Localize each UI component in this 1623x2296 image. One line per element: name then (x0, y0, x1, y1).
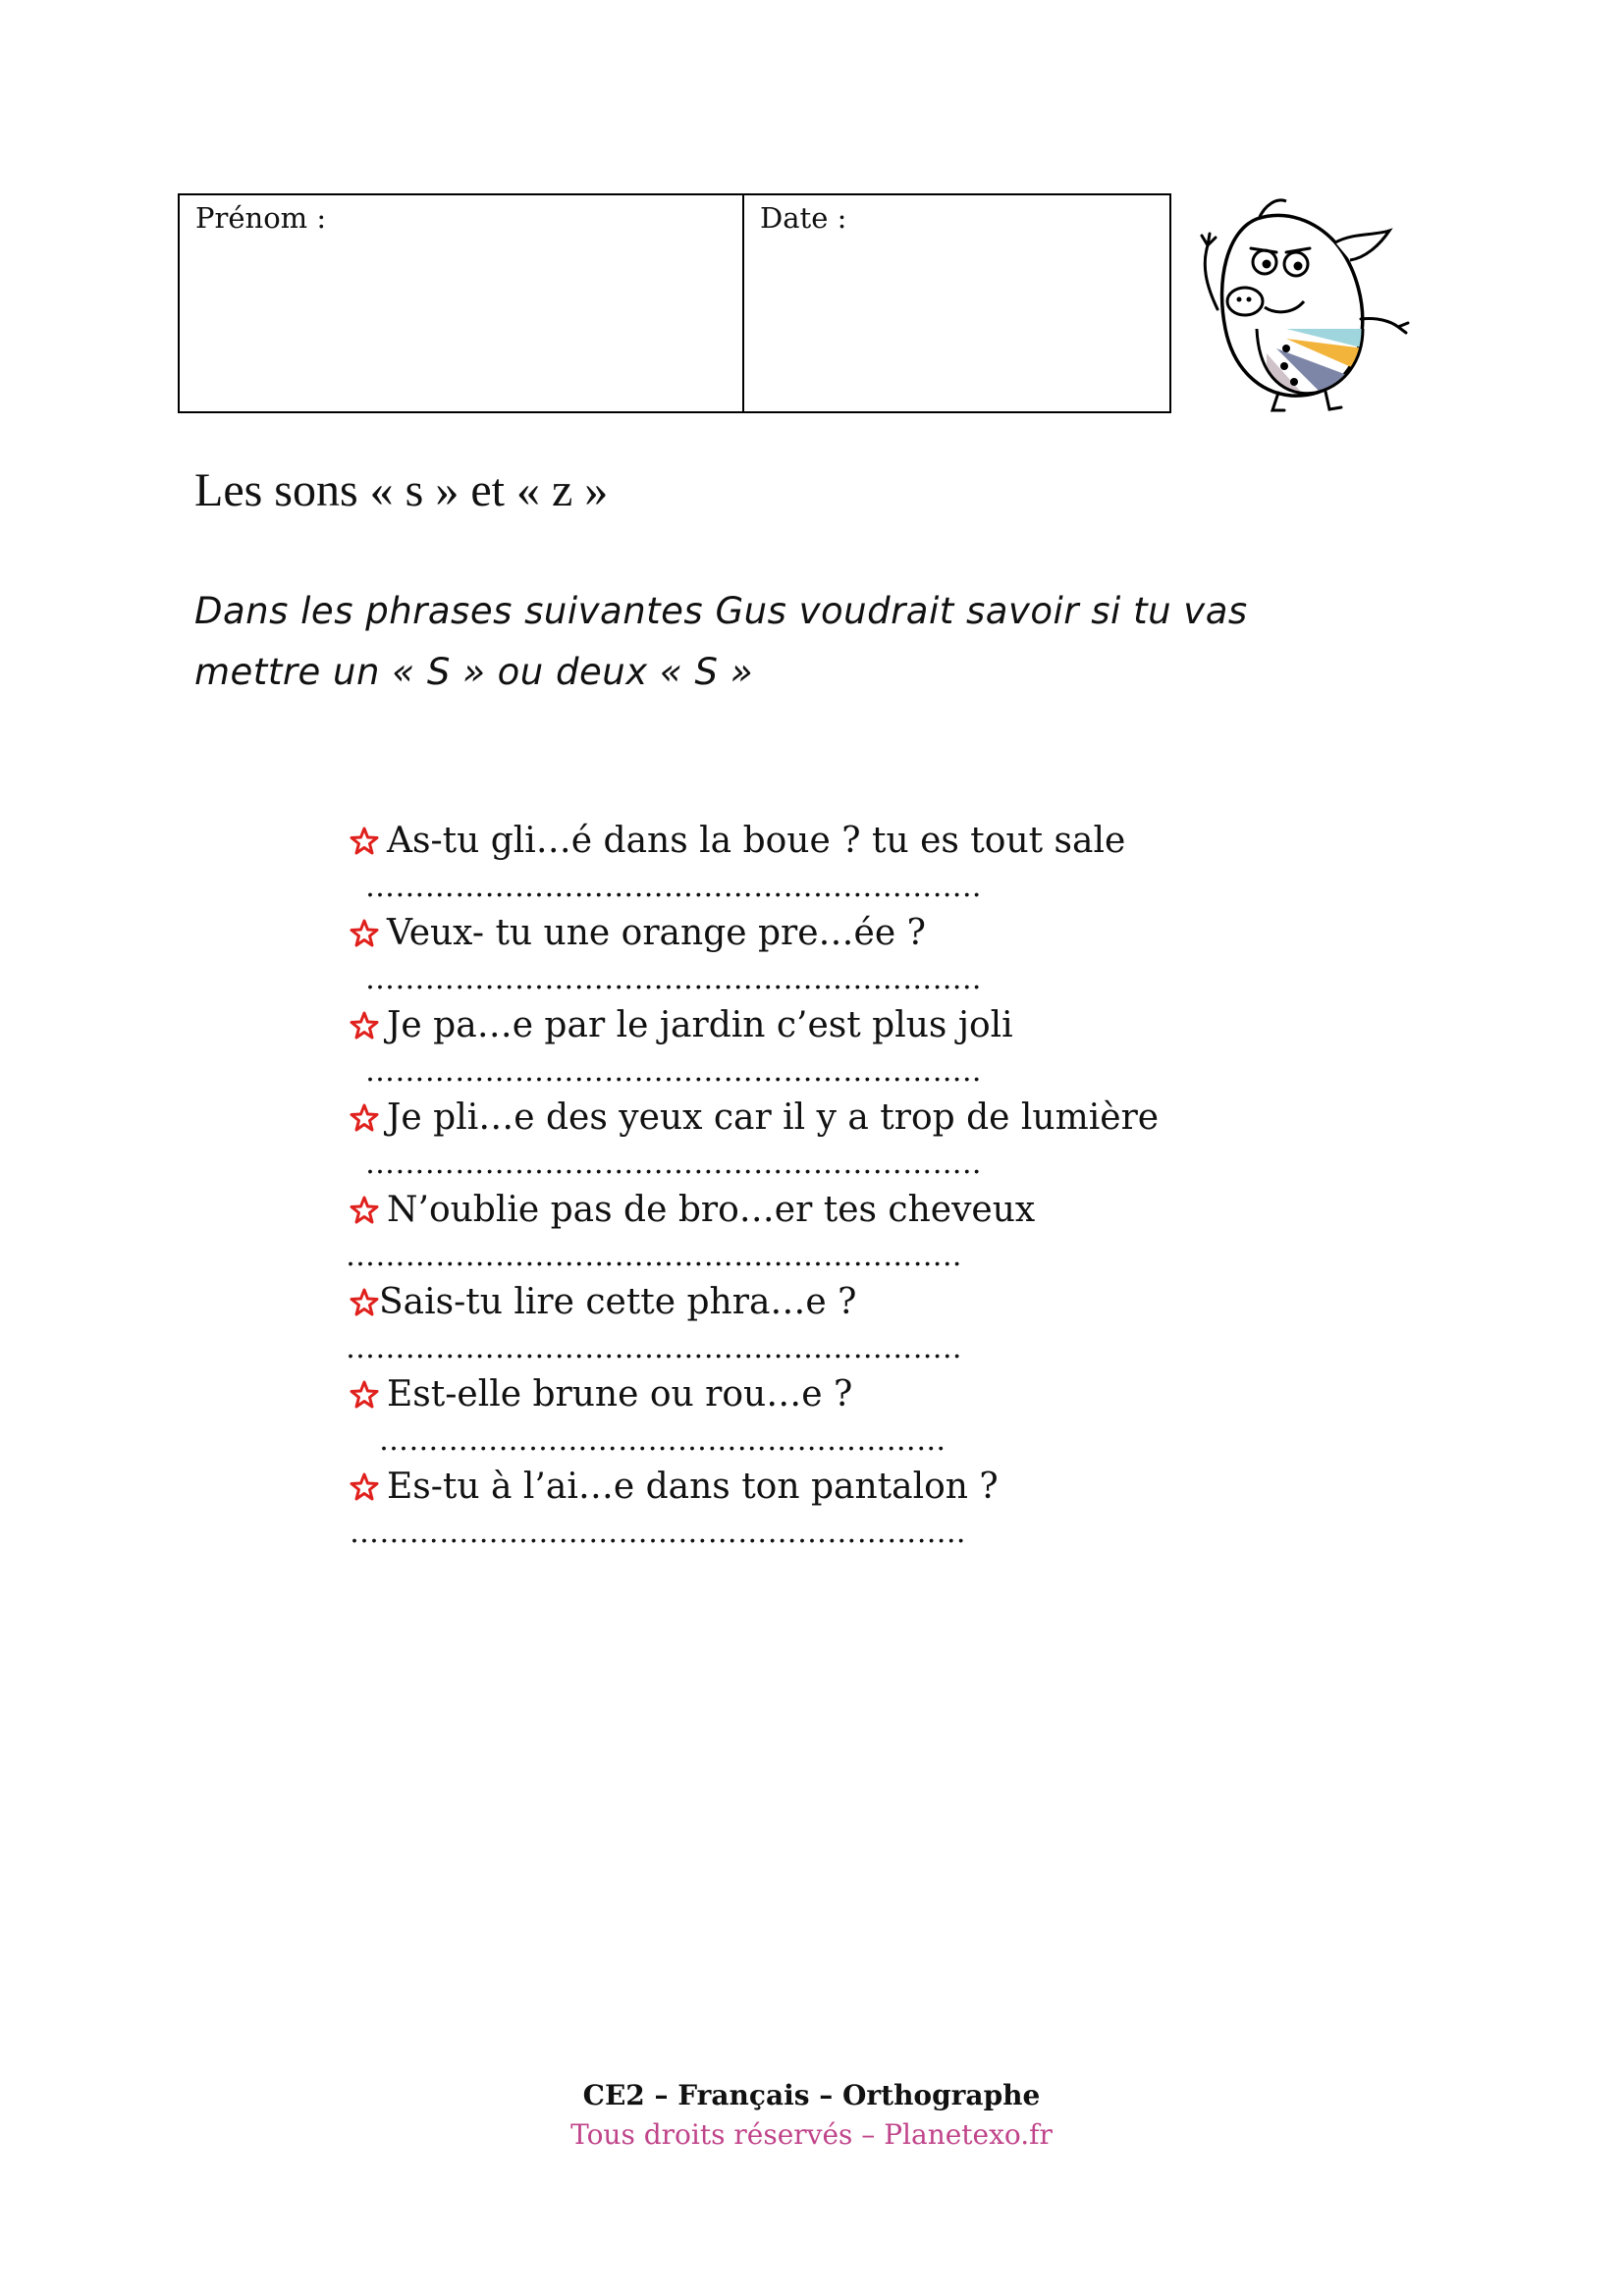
exercise-item (350, 1097, 1233, 1190)
star-icon (350, 1011, 379, 1041)
exercise-sentence: As-tu gli…é dans la boue ? tu es tout sale (387, 821, 1126, 861)
star-icon (350, 1380, 379, 1410)
star-icon (350, 1288, 379, 1317)
prenom-label: Prénom : (195, 201, 327, 235)
answer-line[interactable]: …………………………………………………….. (350, 1516, 966, 1550)
star-icon (350, 1472, 379, 1502)
answer-line[interactable]: …………………………………………………….. (365, 870, 982, 904)
answer-line[interactable]: …………………………………………………….. (346, 1331, 962, 1365)
exercise-item (350, 1005, 1233, 1097)
gus-mascot-illustration (1188, 191, 1424, 417)
answer-line[interactable]: …………………………………………………….. (365, 1147, 982, 1181)
exercise-item (350, 1467, 1233, 1559)
star-icon (350, 919, 379, 948)
footer-copyright: Tous droits réservés – Planetexo.fr (570, 2118, 1053, 2151)
exercise-sentence: Est-elle brune ou rou…e ? (387, 1374, 853, 1415)
exercise-sentence: Je pa…e par le jardin c’est plus joli (387, 1005, 1013, 1045)
star-icon (350, 1196, 379, 1225)
star-icon (350, 1103, 379, 1133)
answer-line[interactable]: ………………………………………………… (379, 1423, 947, 1458)
instruction-line-2: mettre un « S » ou deux « S » (194, 651, 754, 693)
footer-course: CE2 – Français – Orthographe (582, 2079, 1041, 2111)
star-icon (350, 827, 379, 856)
worksheet-title: Les sons « s » et « z » (194, 464, 609, 516)
exercise-sentence: N’oublie pas de bro…er tes cheveux (387, 1190, 1036, 1230)
answer-line[interactable]: …………………………………………………….. (365, 962, 982, 996)
instruction-line-1: Dans les phrases suivantes Gus voudrait savoir si tu vas (194, 590, 1248, 632)
exercise-sentence: Veux- tu une orange pre…ée ? (387, 913, 926, 953)
exercise-item (346, 1282, 1233, 1374)
exercise-list (346, 821, 1233, 1559)
exercise-sentence: Sais-tu lire cette phra…e ? (379, 1282, 857, 1322)
instruction-text (194, 581, 1432, 703)
identity-table (178, 193, 1171, 413)
answer-line[interactable]: …………………………………………………….. (346, 1239, 962, 1273)
exercise-item (350, 821, 1233, 913)
exercise-sentence: Je pli…e des yeux car il y a trop de lumière (387, 1097, 1160, 1138)
prenom-field[interactable] (180, 195, 744, 411)
exercise-item (350, 1374, 1233, 1467)
exercise-item (350, 913, 1233, 1005)
date-field[interactable] (744, 195, 1169, 411)
date-label: Date : (760, 201, 847, 235)
exercise-item (346, 1190, 1233, 1282)
exercise-sentence: Es-tu à l’ai…e dans ton pantalon ? (387, 1467, 999, 1507)
answer-line[interactable]: …………………………………………………….. (365, 1054, 982, 1089)
